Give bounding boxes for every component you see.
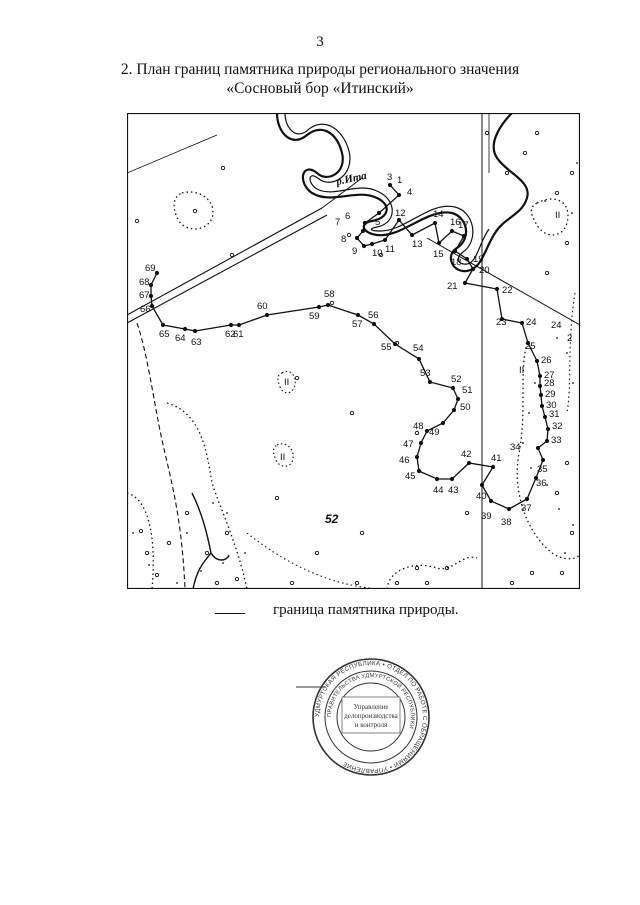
boundary-point-label-4: 4 <box>407 187 413 198</box>
boundary-point-label-67: 67 <box>139 290 150 301</box>
tree-symbol <box>225 531 228 534</box>
boundary-point-label-35: 35 <box>537 464 548 475</box>
boundary-map <box>127 113 580 589</box>
boundary-point-47 <box>419 441 423 445</box>
boundary-point-label-69: 69 <box>145 263 156 274</box>
stipple-dot <box>200 570 202 572</box>
seal-inner-text: ПРАВИТЕЛЬСТВА УДМУРТСКОЙ РЕСПУБЛИКИ <box>326 672 416 730</box>
boundary-point-label-48: 48 <box>413 421 424 432</box>
boundary-point-35 <box>541 458 545 462</box>
boundary-point-14 <box>433 221 437 225</box>
boundary-point-label-62: 62 <box>225 329 236 340</box>
boundary-point-28 <box>538 384 542 388</box>
tree-symbol <box>560 571 563 574</box>
tree-symbol <box>235 577 238 580</box>
edge-left-top <box>127 135 217 173</box>
tree-symbol <box>221 166 224 169</box>
stand-label-1: II <box>284 377 290 388</box>
boundary-point-22 <box>495 287 499 291</box>
boundary-point-43 <box>450 477 454 481</box>
boundary-point-label-6: 6 <box>345 211 351 222</box>
boundary-point-label-68: 68 <box>139 277 150 288</box>
tree-symbol <box>505 171 508 174</box>
seal-center-line-1: Управление <box>353 703 389 711</box>
boundary-point-3 <box>388 183 392 187</box>
stipple-dot <box>534 382 536 384</box>
extra-label-3: 24 <box>551 320 562 331</box>
official-seal <box>296 657 446 777</box>
stipple-dot <box>244 552 246 554</box>
title-line-2: «Сосновый бор «Итинский» <box>226 80 414 97</box>
boundary-point-20 <box>471 267 475 271</box>
boundary-point-label-37: 37 <box>521 503 532 514</box>
tree-symbol <box>135 219 138 222</box>
boundary-point-60 <box>265 313 269 317</box>
boundary-point-46 <box>415 455 419 459</box>
boundary-point-label-38: 38 <box>501 517 512 528</box>
page-number: 3 <box>316 34 324 50</box>
tree-symbol <box>570 171 573 174</box>
boundary-point-label-7: 7 <box>335 217 341 228</box>
boundary-point-label-44: 44 <box>433 485 444 496</box>
stipple-dot <box>176 582 178 584</box>
tree-symbol <box>167 541 170 544</box>
tree-symbol <box>415 566 418 569</box>
boundary-point-label-3: 3 <box>387 172 393 183</box>
stipple-dot <box>186 532 188 534</box>
boundary-point-label-9: 9 <box>352 246 358 257</box>
boundary-point-label-40: 40 <box>476 491 487 502</box>
boundary-point-16 <box>450 229 454 233</box>
boundary-point-label-21: 21 <box>447 281 458 292</box>
tree-symbol <box>565 461 568 464</box>
boundary-point-label-11: 11 <box>385 244 395 255</box>
contour-right-edge <box>567 293 575 413</box>
boundary-point-52 <box>451 386 455 390</box>
boundary-point-40 <box>480 483 484 487</box>
tree-symbol <box>215 581 218 584</box>
boundary-point-6 <box>363 221 367 225</box>
forest-contour-top-right <box>531 199 568 235</box>
boundary-point-label-39: 39 <box>481 511 492 522</box>
boundary-point-5 <box>377 211 381 215</box>
stand-label-2: II <box>280 452 286 463</box>
boundary-point-label-8: 8 <box>341 234 347 245</box>
boundary-point-51 <box>456 397 460 401</box>
boundary-points-layer <box>139 169 563 528</box>
stipple-dot <box>558 508 560 510</box>
boundary-point-label-55: 55 <box>381 342 392 353</box>
stipple-dot <box>132 532 134 534</box>
boundary-point-label-31: 31 <box>549 409 560 420</box>
stipple-dot <box>544 200 546 202</box>
boundary-point-label-34: 34 <box>510 442 521 453</box>
boundary-point-39 <box>489 499 493 503</box>
boundary-point-19 <box>465 257 469 261</box>
tree-symbol <box>395 581 398 584</box>
boundary-point-58 <box>326 303 330 307</box>
boundary-point-label-41: 41 <box>491 453 502 464</box>
tree-symbol <box>290 581 293 584</box>
forest-contour-left <box>167 403 247 589</box>
seal-center-line-2: делопроизводства <box>344 712 398 720</box>
boundary-point-label-14: 14 <box>433 209 444 220</box>
boundary-point-34 <box>536 446 540 450</box>
boundary-point-label-23: 23 <box>496 317 507 328</box>
boundary-point-42 <box>467 461 471 465</box>
boundary-point-label-50: 50 <box>460 402 471 413</box>
boundary-point-24 <box>520 321 524 325</box>
boundary-point-10 <box>370 242 374 246</box>
stipple-dot <box>556 337 558 339</box>
boundary-point-label-33: 33 <box>551 435 562 446</box>
boundary-point-13 <box>410 233 414 237</box>
tree-symbol <box>295 376 298 379</box>
boundary-point-61 <box>237 323 241 327</box>
boundary-point-50 <box>452 408 456 412</box>
seal-outer-text: УДМУРТСКАЯ РЕСПУБЛИКА • ОТДЕЛ ПО РАБОТЕ С ОБРАЩЕНИЯМИ • УПРАВЛЕНИЕ <box>313 659 429 775</box>
boundary-point-18 <box>453 249 457 253</box>
map-canvas <box>127 113 580 589</box>
tree-symbol <box>523 151 526 154</box>
boundary-point-label-12: 12 <box>395 208 406 219</box>
boundary-point-label-17: 17 <box>458 220 469 231</box>
boundary-point-27 <box>538 374 542 378</box>
stipple-dot <box>566 352 568 354</box>
road-left <box>127 208 322 315</box>
tree-symbol <box>535 131 538 134</box>
boundary-point-21 <box>463 281 467 285</box>
quarter-number: 52 <box>325 512 339 526</box>
stipple-dot <box>564 552 566 554</box>
tree-symbol <box>465 511 468 514</box>
boundary-point-11 <box>383 238 387 242</box>
boundary-point-26 <box>535 359 539 363</box>
stream-dashed <box>137 323 185 589</box>
tree-symbol <box>205 551 208 554</box>
boundary-point-label-18: 18 <box>451 257 462 268</box>
seal-center-line-3: и контроля <box>354 721 388 729</box>
tree-symbol <box>315 551 318 554</box>
boundary-point-49 <box>441 421 445 425</box>
legend-line-sample <box>215 613 245 614</box>
tree-symbol <box>355 581 358 584</box>
boundary-point-label-49: 49 <box>429 427 440 438</box>
boundary-point-38 <box>507 507 511 511</box>
legend-text: граница памятника природы. <box>273 602 459 618</box>
tree-symbol <box>510 581 513 584</box>
boundary-point-label-63: 63 <box>191 337 202 348</box>
forest-contour-left-2 <box>127 493 153 589</box>
boundary-point-label-13: 13 <box>412 239 423 250</box>
stand-label-4: II <box>555 210 561 221</box>
boundary-point-label-15: 15 <box>433 249 444 260</box>
stipple-dot <box>571 212 573 214</box>
boundary-point-15 <box>437 241 441 245</box>
boundary-point-9 <box>362 244 366 248</box>
extra-label-1: 1 <box>397 175 403 186</box>
boundary-point-label-5: 5 <box>375 217 381 228</box>
boundary-point-label-32: 32 <box>552 421 563 432</box>
tree-symbol <box>185 511 188 514</box>
tree-symbol <box>230 253 233 256</box>
boundary-point-label-20: 20 <box>479 265 490 276</box>
boundary-point-64 <box>183 327 187 331</box>
boundary-point-label-26: 26 <box>541 355 552 366</box>
boundary-point-label-64: 64 <box>175 333 186 344</box>
boundary-point-label-43: 43 <box>448 485 459 496</box>
tree-symbol <box>530 571 533 574</box>
stipple-dot <box>576 162 578 164</box>
boundary-point-label-54: 54 <box>413 343 424 354</box>
boundary-point-label-56: 56 <box>368 310 379 321</box>
tree-symbol <box>555 191 558 194</box>
boundary-point-29 <box>539 393 543 397</box>
tree-symbol <box>193 209 196 212</box>
contour-bottom-dotted <box>247 533 387 589</box>
boundary-point-57 <box>356 313 360 317</box>
boundary-point-label-29: 29 <box>545 389 556 400</box>
forest-contour-bottom <box>387 557 477 589</box>
tree-symbol <box>347 233 350 236</box>
boundary-point-label-52: 52 <box>451 374 462 385</box>
stipple-dot <box>226 512 228 514</box>
boundary-point-label-45: 45 <box>405 471 416 482</box>
boundary-point-41 <box>491 465 495 469</box>
stipple-dot <box>528 412 530 414</box>
page-title <box>80 60 560 98</box>
boundary-point-label-53: 53 <box>420 368 431 379</box>
boundary-point-63 <box>193 329 197 333</box>
boundary-point-label-19: 19 <box>473 254 484 265</box>
boundary-point-4 <box>397 193 401 197</box>
boundary-point-54 <box>417 357 421 361</box>
boundary-point-label-22: 22 <box>502 285 513 296</box>
boundary-point-55 <box>393 342 397 346</box>
stream-branch <box>192 493 229 589</box>
stipple-dot <box>212 502 214 504</box>
boundary-point-label-10: 10 <box>372 248 383 259</box>
stand-label-3: II <box>519 365 525 376</box>
boundary-point-label-66: 66 <box>140 304 151 315</box>
tree-symbol <box>425 581 428 584</box>
stipple-dot <box>572 524 574 526</box>
boundary-point-32 <box>546 427 550 431</box>
tree-symbol <box>350 411 353 414</box>
boundary-point-label-65: 65 <box>159 329 170 340</box>
road-left-2 <box>127 215 327 323</box>
tree-symbol <box>275 496 278 499</box>
stipple-dot <box>222 562 224 564</box>
boundary-point-label-16: 16 <box>450 217 461 228</box>
tree-symbol <box>545 271 548 274</box>
boundary-point-label-36: 36 <box>536 478 547 489</box>
tree-symbol <box>330 301 333 304</box>
boundary-point-45 <box>417 469 421 473</box>
tree-symbol <box>145 551 148 554</box>
boundary-point-label-58: 58 <box>324 289 335 300</box>
boundary-point-53 <box>428 380 432 384</box>
extra-label-2: 2 <box>567 333 573 344</box>
boundary-point-label-25: 25 <box>525 341 536 352</box>
boundary-point-30 <box>540 404 544 408</box>
boundary-point-7 <box>361 229 365 233</box>
boundary-point-31 <box>543 415 547 419</box>
boundary-point-label-57: 57 <box>352 319 363 330</box>
tree-symbol <box>485 131 488 134</box>
river-ita-bank <box>285 113 489 264</box>
boundary-point-56 <box>372 322 376 326</box>
boundary-point-label-27: 27 <box>544 370 555 381</box>
tree-symbol <box>155 573 158 576</box>
boundary-point-62 <box>229 323 233 327</box>
boundary-point-8 <box>355 236 359 240</box>
boundary-point-44 <box>435 477 439 481</box>
stipple-dot <box>572 382 574 384</box>
stipple-dot <box>148 564 150 566</box>
stipple-dot <box>530 467 532 469</box>
boundary-point-label-51: 51 <box>462 385 473 396</box>
boundary-point-label-30: 30 <box>546 400 557 411</box>
boundary-point-label-42: 42 <box>461 449 472 460</box>
boundary-point-59 <box>317 305 321 309</box>
boundary-point-label-46: 46 <box>399 455 410 466</box>
seal-graphic <box>296 657 446 777</box>
boundary-point-65 <box>161 323 165 327</box>
boundary-point-label-60: 60 <box>257 301 268 312</box>
river-label: р.Ита <box>335 169 368 188</box>
tree-symbol <box>555 491 558 494</box>
stipple-dot <box>522 442 524 444</box>
river-ita <box>277 113 528 271</box>
boundary-point-17 <box>462 234 466 238</box>
tree-symbol <box>139 529 142 532</box>
tree-symbol <box>360 531 363 534</box>
tree-symbol <box>570 531 573 534</box>
title-line-1: 2. План границ памятника природы регионального значения <box>120 61 520 78</box>
tree-symbol <box>565 241 568 244</box>
boundary-point-label-59: 59 <box>309 311 320 322</box>
boundary-point-label-61: 61 <box>233 329 244 340</box>
boundary-point-label-47: 47 <box>403 439 414 450</box>
boundary-point-label-28: 28 <box>544 378 555 389</box>
boundary-point-label-24: 24 <box>526 317 537 328</box>
boundary-point-37 <box>525 497 529 501</box>
boundary-point-33 <box>545 439 549 443</box>
